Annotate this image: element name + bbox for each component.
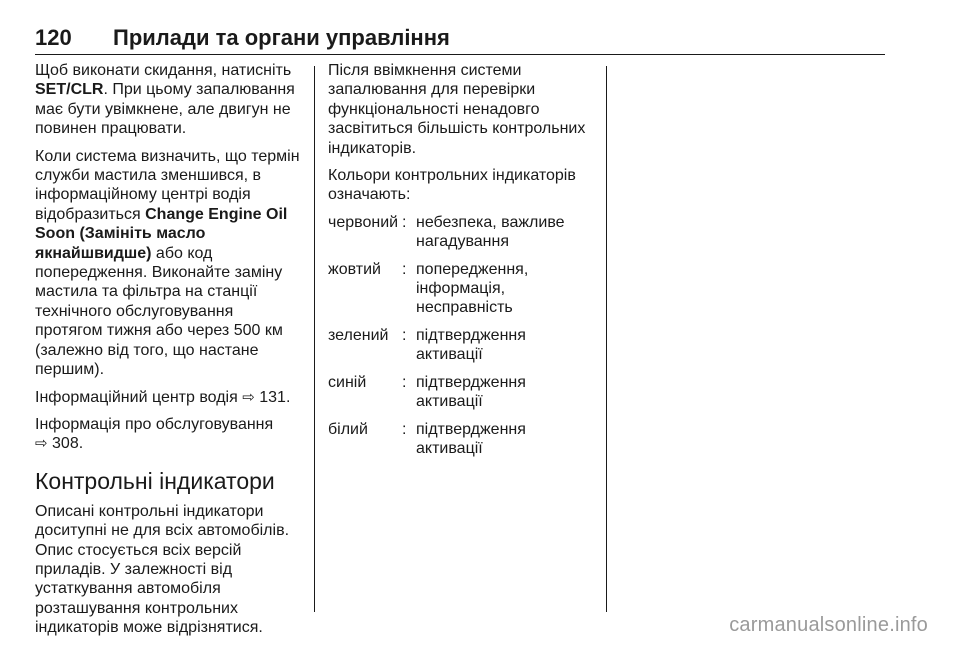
color-row-blue: синій : підтвердження активації [328,373,596,412]
color-name: білий [328,420,368,438]
paragraph-reset: Щоб виконати скидання, натисніть SET/CLR. При цьому запалювання має бути увімкнене, але двигун не повинен працювати. [35,62,295,138]
message-change-engine-oil: Change Engine Oil Soon (Замініть масло якнайшвидше) [35,205,288,262]
color-description: підтвердження активації [416,420,526,457]
column-divider [314,66,315,612]
page-reference-link[interactable]: 131. [259,388,291,406]
page-title: Прилади та органи управління [113,25,450,50]
color-row-yellow: жовтий : попередження, інформація, несправність [328,260,596,318]
color-row-green: зелений : підтвердження активації [328,326,596,365]
page-number: 120 [35,25,72,50]
color-name: синій [328,373,367,391]
section-heading: Контрольні індикатори [35,467,275,494]
paragraph-indicators-intro: Описані контрольні індикатори доситупні не для всіх автомобілів. Опис стосується всіх версій приладів. У залежності від устаткування автомобіля розташування контрольних індикаторів може відрізнятися. [35,502,290,637]
color-name: червоний [328,213,399,231]
paragraph-indicator-check: Після ввімкнення системи запалювання для перевірки функціональності ненадовго засвітиться більшість контрольних індикаторів. [328,62,586,157]
paragraph-oil-life: Коли система визначить, що термін служби мастила зменшився, в інформаційному центрі водія відобразиться Change Engine Oil Soon (Замініть масло якнайшвидше) або код попередження. Виконайте заміну мастила та фільтра на станції технічного обслуговування протягом тижня або через 500 км (залежно від того, що настане першим). [35,147,300,379]
column-divider [606,66,607,612]
paragraph-service-ref: Інформація про обслуговування ⇨ 308. [35,415,274,453]
page-reference-link[interactable]: 308. [52,435,84,453]
left-column [35,61,303,646]
reference-arrow-icon: ⇨ [35,435,48,453]
middle-column [328,61,596,466]
color-description: підтвердження активації [416,373,526,411]
color-description: попередження, інформація, несправність [416,260,529,317]
color-row-white: білий : підтвердження активації [328,420,596,459]
button-name-set-clr: SET/CLR [35,81,104,99]
paragraph-colors-intro: Кольори контрольних індикаторів означають: [328,167,576,204]
page-header [35,26,885,55]
color-name: жовтий [328,260,381,278]
color-row-red: червоний : небезпека, важливе нагадування [328,213,596,252]
paragraph-driver-info-ref: Інформаційний центр водія ⇨ 131. [35,388,291,406]
color-description: небезпека, важливе нагадування [416,213,565,251]
color-description: підтвердження активації [416,326,526,364]
watermark: carmanualsonline.info [729,614,928,636]
reference-arrow-icon: ⇨ [242,388,255,406]
color-meaning-list [328,213,596,458]
color-name: зелений [328,326,389,344]
